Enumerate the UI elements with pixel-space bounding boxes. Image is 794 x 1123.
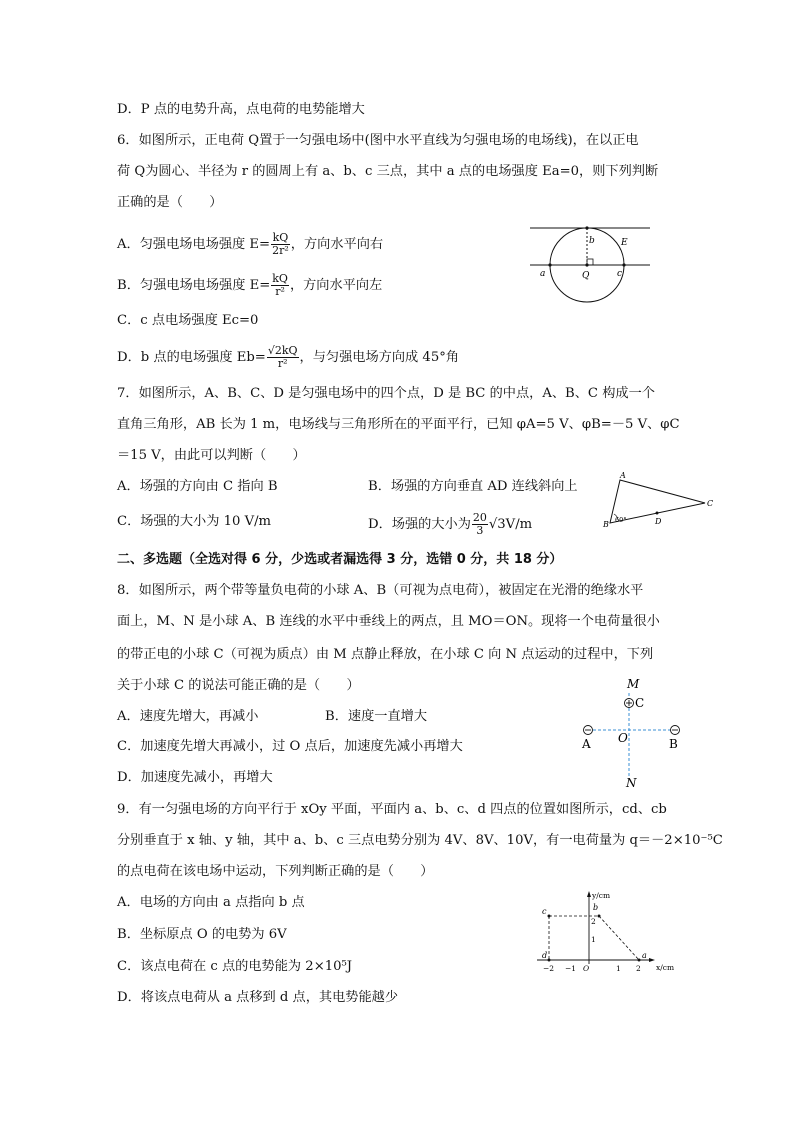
q9-option-a: A．电场的方向由 a 点指向 b 点 [117,895,305,910]
point-b [585,226,588,229]
q6-figure [525,218,655,308]
q8-option-d: D．加速度先减小，再增大 [117,770,273,785]
q6-option-c: C．c 点电场强度 Ec=0 [117,313,259,328]
q7-option-d-suffix: √3V/m [488,517,533,532]
label-b: b [593,903,599,912]
label-q: Q [582,271,590,281]
point-b [598,915,601,918]
q6-option-b [117,273,382,298]
q7-option-d-fraction [472,512,488,537]
q8-option-a: A．速度先增大，再减小 [117,709,259,724]
label-a: A [620,471,626,480]
label-b: B [669,737,678,751]
q9-stem-line-2: 分别垂直于 x 轴、y 轴，其中 a、b、c 三点电势分别为 4V、8V、10V，有一电荷量为 q＝－2×10⁻⁵C [117,833,723,848]
label-a: a [540,269,546,279]
q9-option-b: B．坐标原点 O 的电势为 6V [117,927,287,942]
tick-x-2: 2 [636,964,641,973]
label-c: C [635,696,645,710]
q6-option-d [117,345,459,370]
q6-option-d-fraction [267,345,299,370]
q7-figure [598,470,718,532]
point-d [548,959,551,962]
line-ba [599,916,639,960]
q9-option-c: C．该点电荷在 c 点的电势能为 2×10⁵J [117,959,353,974]
q7-option-d-prefix: D．场强的大小为 [368,517,471,532]
tick-x-1: 1 [616,964,621,973]
q8-option-c: C．加速度先增大再减小，过 O 点后，加速度先减小再增大 [117,739,463,754]
y-axis-arrow [587,891,591,897]
q7-stem-line-1: 7．如图所示，A、B、C、D 是匀强电场中的四个点，D 是 BC 的中点，A、B、C 构成一个 [117,386,655,401]
q6-option-b-prefix: B．匀强电场电场强度 E= [117,278,271,293]
label-o: O [618,731,628,745]
q7-stem-line-3: ＝15 V，由此可以判断（ ） [117,448,306,463]
tick-origin: O [583,964,590,973]
q5-option-d: D．P 点的电势升高，点电荷的电势能增大 [117,102,365,117]
point-c [548,915,551,918]
q7-option-a: A．场强的方向由 C 指向 B [117,479,278,494]
fraction-denominator: 3 [476,524,484,537]
label-a: a [642,951,647,960]
label-angle: 60° [615,516,627,524]
fraction-denominator: r² [275,285,285,298]
q6-stem-line-1: 6．如图所示，正电荷 Q置于一匀强电场中(图中水平直线为匀强电场的电场线)，在以正电 [117,133,639,148]
q6-option-b-fraction [271,273,289,298]
label-c: c [617,269,623,279]
label-c: C [707,499,714,508]
tick-y-2: 2 [591,917,596,926]
q8-stem-line-2: 面上，M、N 是小球 A、B 连线的水平中垂线上的两点，且 MO＝ON。现将一个电荷量很小 [117,614,660,629]
label-m: M [627,677,640,691]
tick-y-1: 1 [591,935,596,944]
q7-stem-line-2: 直角三角形，AB 长为 1 m，电场线与三角形所在的平面平行，已知 φA=5 V、φB=－5 V、φC [117,417,680,432]
q6-option-d-suffix: ，与匀强电场方向成 45°角 [299,350,459,365]
q8-stem-line-1: 8．如图所示，两个带等量负电荷的小球 A、B（可视为点电荷），被固定在光滑的绝缘水平 [117,583,644,598]
q8-figure [572,673,692,791]
tick-x-minus-1: −1 [565,964,577,973]
q8-stem-line-3: 的带正电的小球 C（可视为质点）由 M 点静止释放，在小球 C 向 N 点运动的过程中，下列 [117,647,654,662]
label-b: B [603,520,609,529]
label-n: N [626,776,637,790]
q6-option-b-suffix: ，方向水平向左 [289,278,383,293]
q7-option-c: C．场强的大小为 10 V/m [117,514,272,529]
label-d: D [655,517,662,526]
point-d [656,512,659,515]
tick-x-minus-2: −2 [543,964,555,973]
fraction-numerator: kQ [272,272,288,285]
x-axis-label: x/cm [656,963,675,972]
q6-option-a-fraction [271,232,290,257]
q6-option-a-prefix: A．匀强电场电场强度 E= [117,237,271,252]
x-axis-arrow [649,958,655,962]
point-q [585,263,588,266]
q7-option-d [368,512,532,537]
fraction-denominator: 2r² [272,244,289,257]
q8-stem-line-4: 关于小球 C 的说法可能正确的是（ ） [117,678,360,693]
q6-option-d-prefix: D．b 点的电场强度 Eb= [117,350,266,365]
label-d: d [542,951,548,960]
q9-figure [532,888,682,978]
fraction-denominator: r² [277,357,288,370]
q7-option-b: B．场强的方向垂直 AD 连线斜向上 [368,479,578,494]
q9-option-d: D．将该点电荷从 a 点移到 d 点，其电势能越少 [117,990,399,1005]
q9-stem-line-1: 9．有一匀强电场的方向平行于 xOy 平面，平面内 a、b、c、d 四点的位置如图所示，cd、cb [117,802,667,817]
label-b: b [589,236,595,246]
q8-option-b: B．速度一直增大 [325,709,428,724]
q6-stem-line-3: 正确的是（ ） [117,195,223,210]
section-2-heading: 二、多选题（全选对得 6 分，少选或者漏选得 3 分，选错 0 分，共 18 分） [117,552,563,567]
y-axis-label: y/cm [592,891,611,900]
q6-option-a [117,232,383,257]
label-a: A [582,737,591,751]
fraction-numerator: kQ [272,231,289,244]
point-a [638,959,641,962]
q9-stem-line-3: 的点电荷在该电场中运动，下列判断正确的是（ ） [117,864,434,879]
point-a [548,263,551,266]
label-e: E [621,238,628,248]
label-c: c [542,907,547,916]
fraction-numerator: 20 [472,511,487,524]
fraction-numerator: √2kQ [267,344,298,357]
q6-stem-line-2: 荷 Q为圆心、半径为 r 的圆周上有 a、b、c 三点，其中 a 点的电场强度 Ea=0，则下列判断 [117,164,659,179]
point-c [622,263,625,266]
q6-option-a-suffix: ，方向水平向右 [290,237,384,252]
